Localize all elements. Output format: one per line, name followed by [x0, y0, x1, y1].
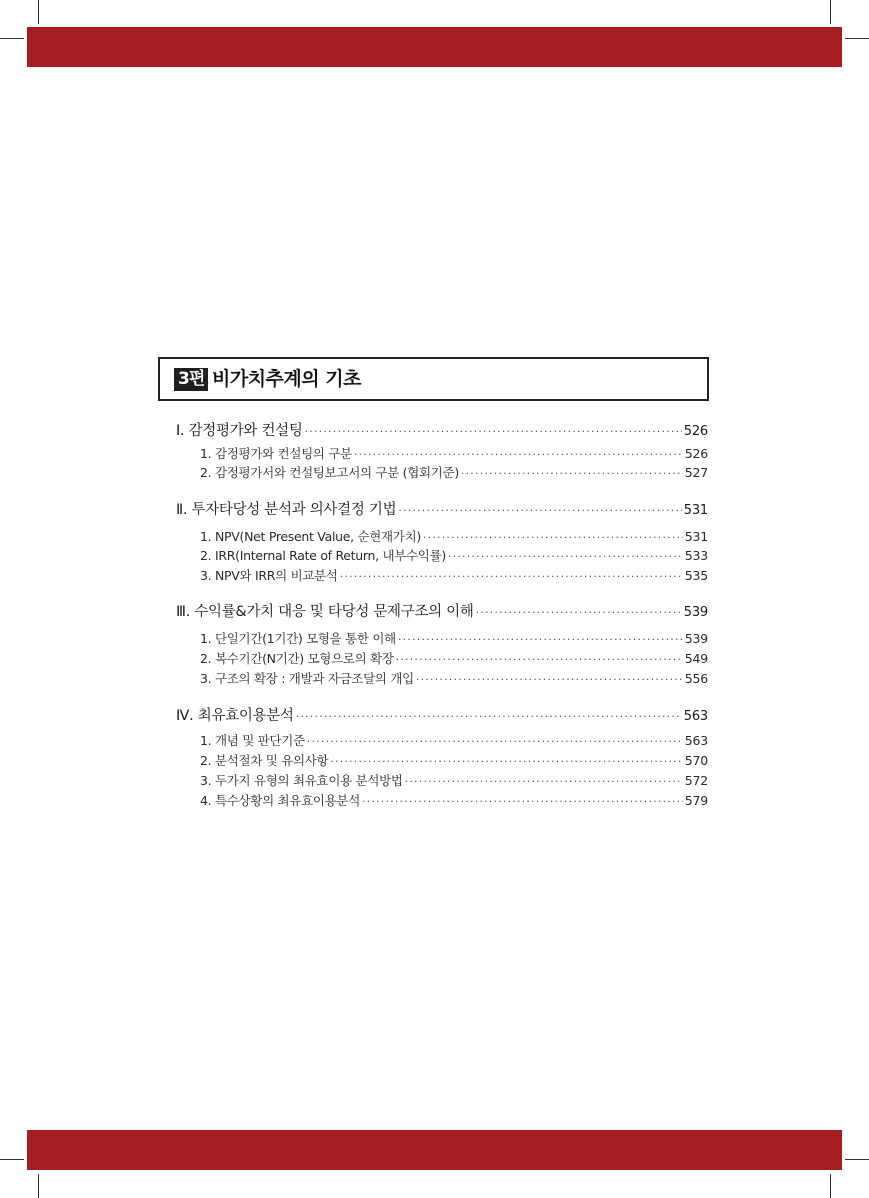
- toc-section-label: 1. NPV(Net Present Value, 순현재가치): [200, 529, 421, 544]
- toc-section[interactable]: [200, 649, 708, 667]
- dot-leader: [340, 570, 683, 583]
- toc-page-number: 531: [684, 529, 708, 544]
- dot-leader: [398, 633, 683, 646]
- toc-section[interactable]: [200, 771, 708, 789]
- toc-section-label: 2. IRR(Internal Rate of Return, 내부수익률): [200, 548, 446, 563]
- toc-chapter-4[interactable]: [176, 704, 708, 724]
- crop-mark: [845, 1159, 869, 1160]
- toc-chapter-2[interactable]: [176, 498, 708, 518]
- toc-section[interactable]: [200, 629, 708, 647]
- toc-page-number: 535: [684, 568, 708, 583]
- dot-leader: [396, 653, 683, 666]
- toc-chapter-label: Ⅳ. 최유효이용분석: [176, 708, 294, 724]
- toc-section[interactable]: [200, 751, 708, 769]
- toc-section-label: 3. NPV와 IRR의 비교분석: [200, 568, 338, 583]
- toc-section[interactable]: [200, 444, 708, 462]
- toc-page-number: 527: [684, 465, 708, 480]
- dot-leader: [448, 550, 683, 563]
- toc-page-number: 563: [684, 733, 708, 748]
- dot-leader: [398, 504, 682, 517]
- part-title: 비가치추계의 기초: [212, 368, 361, 390]
- dot-leader: [296, 710, 682, 723]
- crop-mark: [0, 1159, 24, 1160]
- toc-page-number: 572: [684, 773, 708, 788]
- toc-page-number: 579: [684, 793, 708, 808]
- toc-page-number: 533: [684, 548, 708, 563]
- dot-leader: [461, 467, 683, 480]
- part-title-box: [158, 357, 709, 401]
- toc-page-number: 563: [683, 709, 708, 724]
- dot-leader: [354, 448, 683, 461]
- toc-section[interactable]: [200, 546, 708, 564]
- dot-leader: [362, 795, 683, 808]
- toc-section[interactable]: [200, 791, 708, 809]
- crop-mark: [38, 0, 39, 24]
- toc-chapter-3[interactable]: [176, 600, 708, 620]
- toc-section-label: 2. 복수기간(N기간) 모형으로의 확장: [200, 651, 394, 666]
- toc-section[interactable]: [200, 527, 708, 545]
- toc-page-number: 570: [684, 753, 708, 768]
- crop-mark: [830, 0, 831, 24]
- toc-chapter-label: Ⅱ. 투자타당성 분석과 의사결정 기법: [176, 502, 397, 518]
- toc-page-number: 549: [684, 651, 708, 666]
- toc-page-number: 526: [683, 424, 708, 439]
- dot-leader: [416, 673, 683, 686]
- dot-leader: [405, 775, 683, 788]
- toc-page-number: 531: [683, 503, 708, 518]
- toc-page-number: 556: [684, 671, 708, 686]
- toc-chapter-1[interactable]: [176, 419, 708, 439]
- toc-section-label: 3. 두가지 유형의 최유효이용 분석방법: [200, 773, 403, 788]
- toc-section-label: 1. 단일기간(1기간) 모형을 통한 이해: [200, 631, 396, 646]
- toc-section[interactable]: [200, 463, 708, 481]
- toc-section-label: 1. 감정평가와 컨설팅의 구분: [200, 446, 352, 461]
- toc-section[interactable]: [200, 566, 708, 584]
- crop-mark: [38, 1174, 39, 1198]
- toc-page-number: 539: [684, 631, 708, 646]
- dot-leader: [305, 425, 682, 438]
- toc-chapter-label: Ⅲ. 수익률&가치 대응 및 타당성 문제구조의 이해: [176, 604, 474, 620]
- toc-page-number: 526: [684, 446, 708, 461]
- crop-mark: [0, 38, 24, 39]
- toc-chapter-label: Ⅰ. 감정평가와 컨설팅: [176, 423, 303, 439]
- toc-section-label: 2. 감정평가서와 컨설팅보고서의 구분 (협회기준): [200, 465, 459, 480]
- crop-mark: [845, 38, 869, 39]
- dot-leader: [476, 606, 682, 619]
- toc-section-label: 4. 특수상황의 최유효이용분석: [200, 793, 360, 808]
- header-band: [27, 27, 842, 67]
- dot-leader: [423, 531, 683, 544]
- footer-band: [27, 1130, 842, 1170]
- crop-mark: [830, 1174, 831, 1198]
- dot-leader: [330, 755, 682, 768]
- toc-section-label: 2. 분석절차 및 유의사항: [200, 753, 329, 768]
- toc-section[interactable]: [200, 669, 708, 687]
- dot-leader: [307, 735, 683, 748]
- toc-page-number: 539: [683, 605, 708, 620]
- part-number-badge: 3편: [174, 368, 208, 391]
- toc-section-label: 3. 구조의 확장 : 개발과 자금조달의 개입: [200, 671, 414, 686]
- toc-section-label: 1. 개념 및 판단기준: [200, 733, 305, 748]
- toc-section[interactable]: [200, 731, 708, 749]
